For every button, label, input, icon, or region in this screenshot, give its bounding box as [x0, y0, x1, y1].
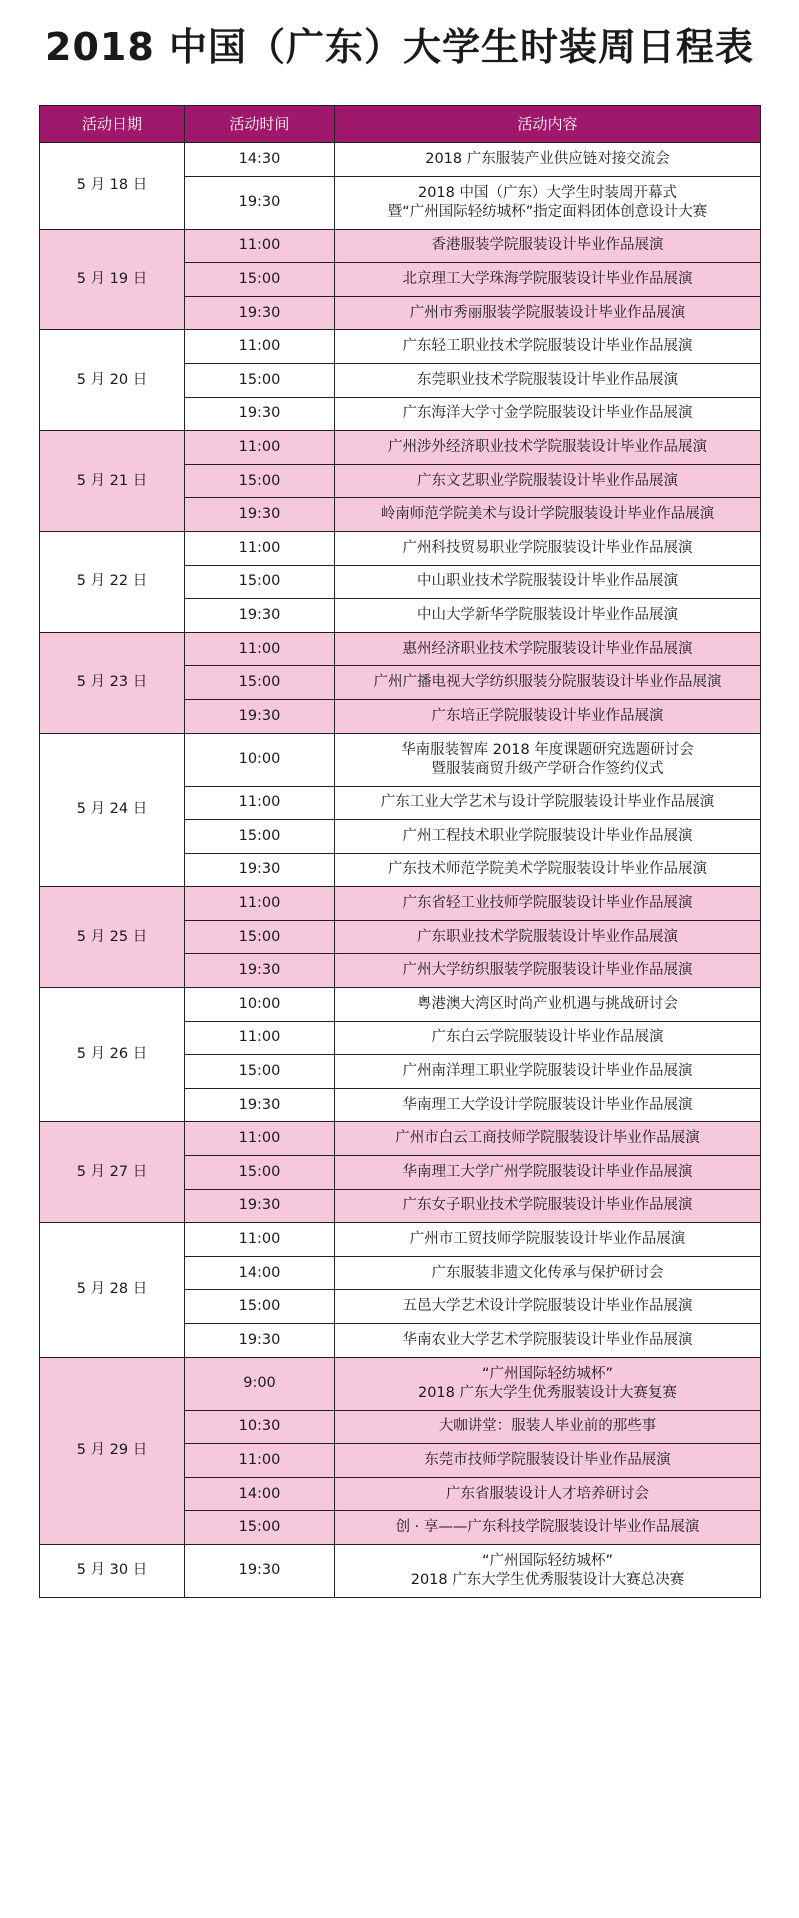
activity-line: 创 · 享——广东科技学院服装设计毕业作品展演 [395, 1519, 700, 1536]
activity-line: “广州国际轻纺城杯” [481, 1552, 614, 1569]
time-cell: 19:30 [185, 1088, 335, 1122]
activity-line: 广东女子职业技术学院服装设计毕业作品展演 [402, 1197, 693, 1214]
time-cell: 19:30 [185, 498, 335, 532]
activity-line: 大咖讲堂：服装人毕业前的那些事 [438, 1418, 657, 1435]
date-cell: 5 月 30 日 [40, 1544, 185, 1597]
time-cell: 15:00 [185, 1290, 335, 1324]
date-cell: 5 月 24 日 [40, 733, 185, 887]
time-cell: 19:30 [185, 176, 335, 229]
activity-line: 华南理工大学广州学院服装设计毕业作品展演 [402, 1163, 693, 1180]
activity-cell [335, 1223, 761, 1257]
time-cell: 10:00 [185, 733, 335, 786]
activity-line: 广东职业技术学院服装设计毕业作品展演 [417, 928, 678, 945]
activity-line: 北京理工大学珠海学院服装设计毕业作品展演 [402, 270, 693, 287]
activity-line: 华南理工大学设计学院服装设计毕业作品展演 [402, 1096, 693, 1113]
date-cell: 5 月 19 日 [40, 229, 185, 330]
schedule-body [40, 143, 761, 1598]
activity-line: 中山职业技术学院服装设计毕业作品展演 [417, 573, 678, 590]
time-cell: 15:00 [185, 565, 335, 599]
time-cell: 15:00 [185, 263, 335, 297]
time-cell: 11:00 [185, 1223, 335, 1257]
date-cell: 5 月 25 日 [40, 887, 185, 988]
activity-line: 粤港澳大湾区时尚产业机遇与挑战研讨会 [417, 995, 678, 1012]
time-cell: 11:00 [185, 1122, 335, 1156]
activity-cell [335, 1156, 761, 1190]
time-cell: 10:00 [185, 988, 335, 1022]
table-row [40, 229, 761, 263]
time-cell: 19:30 [185, 1189, 335, 1223]
time-cell: 11:00 [185, 330, 335, 364]
activity-cell [335, 1324, 761, 1358]
activity-line: 广东白云学院服装设计毕业作品展演 [431, 1029, 664, 1046]
time-cell: 15:00 [185, 920, 335, 954]
activity-cell [335, 531, 761, 565]
activity-line: 广州南洋理工职业学院服装设计毕业作品展演 [402, 1063, 693, 1080]
date-cell: 5 月 29 日 [40, 1357, 185, 1544]
activity-line: 广东海洋大学寸金学院服装设计毕业作品展演 [402, 405, 693, 422]
activity-cell [335, 1477, 761, 1511]
activity-cell [335, 1189, 761, 1223]
activity-line: 广州大学纺织服装学院服装设计毕业作品展演 [402, 962, 693, 979]
activity-cell [335, 143, 761, 177]
activity-cell [335, 820, 761, 854]
activity-line: 广东技术师范学院美术学院服装设计毕业作品展演 [388, 861, 707, 878]
activity-line: 东莞职业技术学院服装设计毕业作品展演 [417, 371, 678, 388]
table-row [40, 1544, 761, 1597]
activity-line: 中山大学新华学院服装设计毕业作品展演 [417, 606, 678, 623]
activity-cell [335, 363, 761, 397]
activity-line: 广东文艺职业学院服装设计毕业作品展演 [417, 472, 678, 489]
time-cell: 19:30 [185, 1324, 335, 1358]
activity-line: 广东培正学院服装设计毕业作品展演 [431, 707, 664, 724]
header-activity: 活动内容 [335, 106, 761, 143]
activity-cell [335, 565, 761, 599]
activity-line: 2018 广东大学生优秀服装设计大赛复赛 [417, 1384, 677, 1401]
time-cell: 19:30 [185, 397, 335, 431]
time-cell: 14:30 [185, 143, 335, 177]
time-cell: 15:00 [185, 1511, 335, 1545]
time-cell: 19:30 [185, 599, 335, 633]
activity-cell [335, 296, 761, 330]
time-cell: 19:30 [185, 1544, 335, 1597]
activity-cell [335, 599, 761, 633]
activity-line: 暨“广州国际轻纺城杯”指定面料团体创意设计大赛 [387, 203, 708, 220]
activity-line: 广东轻工职业技术学院服装设计毕业作品展演 [402, 338, 693, 355]
activity-line: 2018 广东服装产业供应链对接交流会 [425, 150, 670, 167]
activity-line: 五邑大学艺术设计学院服装设计毕业作品展演 [402, 1298, 693, 1315]
table-row [40, 733, 761, 786]
activity-line: 惠州经济职业技术学院服装设计毕业作品展演 [402, 640, 693, 657]
activity-line: 暨服装商贸升级产学研合作签约仪式 [431, 760, 664, 777]
time-cell: 11:00 [185, 1444, 335, 1478]
header-row [40, 106, 761, 143]
table-row [40, 632, 761, 666]
activity-cell [335, 632, 761, 666]
activity-cell [335, 1410, 761, 1444]
activity-cell [335, 786, 761, 820]
header-time: 活动时间 [185, 106, 335, 143]
activity-cell [335, 176, 761, 229]
date-cell: 5 月 27 日 [40, 1122, 185, 1223]
table-row [40, 1357, 761, 1410]
activity-cell [335, 1122, 761, 1156]
time-cell: 15:00 [185, 666, 335, 700]
time-cell: 19:30 [185, 296, 335, 330]
activity-cell [335, 1444, 761, 1478]
activity-cell [335, 397, 761, 431]
activity-line: 香港服装学院服装设计毕业作品展演 [431, 237, 664, 254]
time-cell: 11:00 [185, 1021, 335, 1055]
activity-line: 广州涉外经济职业技术学院服装设计毕业作品展演 [388, 438, 707, 455]
time-cell: 14:00 [185, 1256, 335, 1290]
date-cell: 5 月 21 日 [40, 431, 185, 532]
activity-line: 2018 广东大学生优秀服装设计大赛总决赛 [410, 1571, 685, 1588]
date-cell: 5 月 26 日 [40, 988, 185, 1122]
time-cell: 15:00 [185, 820, 335, 854]
date-cell: 5 月 22 日 [40, 531, 185, 632]
activity-cell [335, 498, 761, 532]
activity-cell [335, 263, 761, 297]
activity-cell [335, 1357, 761, 1410]
table-row [40, 143, 761, 177]
activity-cell [335, 1511, 761, 1545]
date-cell: 5 月 28 日 [40, 1223, 185, 1357]
time-cell: 11:00 [185, 431, 335, 465]
time-cell: 11:00 [185, 531, 335, 565]
schedule-table [39, 105, 761, 1598]
activity-cell [335, 920, 761, 954]
activity-line: 广东服装非遗文化传承与保护研讨会 [431, 1264, 664, 1281]
activity-cell [335, 431, 761, 465]
activity-line: “广州国际轻纺城杯” [481, 1365, 614, 1382]
activity-line: 广东省轻工业技师学院服装设计毕业作品展演 [402, 895, 693, 912]
time-cell: 15:00 [185, 464, 335, 498]
activity-line: 广州广播电视大学纺织服装分院服装设计毕业作品展演 [373, 674, 722, 691]
time-cell: 11:00 [185, 786, 335, 820]
activity-line: 广东省服装设计人才培养研讨会 [446, 1485, 649, 1502]
activity-cell [335, 330, 761, 364]
header-date: 活动日期 [40, 106, 185, 143]
time-cell: 19:30 [185, 954, 335, 988]
table-row [40, 988, 761, 1022]
activity-line: 岭南师范学院美术与设计学院服装设计毕业作品展演 [380, 506, 715, 523]
time-cell: 11:00 [185, 632, 335, 666]
date-cell: 5 月 18 日 [40, 143, 185, 230]
table-row [40, 330, 761, 364]
time-cell: 19:30 [185, 853, 335, 887]
activity-cell [335, 1088, 761, 1122]
activity-line: 广州工程技术职业学院服装设计毕业作品展演 [402, 827, 693, 844]
activity-cell [335, 666, 761, 700]
activity-cell [335, 1544, 761, 1597]
activity-cell [335, 229, 761, 263]
time-cell: 11:00 [185, 887, 335, 921]
time-cell: 15:00 [185, 1055, 335, 1089]
activity-cell [335, 1021, 761, 1055]
table-row [40, 887, 761, 921]
activity-line: 广州科技贸易职业学院服装设计毕业作品展演 [402, 539, 693, 556]
time-cell: 15:00 [185, 1156, 335, 1190]
activity-line: 广州市白云工商技师学院服装设计毕业作品展演 [395, 1130, 700, 1147]
time-cell: 19:30 [185, 699, 335, 733]
table-row [40, 1122, 761, 1156]
activity-line: 广州市秀丽服装学院服装设计毕业作品展演 [409, 304, 686, 321]
activity-line: 广州市工贸技师学院服装设计毕业作品展演 [409, 1231, 686, 1248]
activity-cell [335, 1256, 761, 1290]
activity-line: 华南农业大学艺术学院服装设计毕业作品展演 [402, 1331, 693, 1348]
time-cell: 9:00 [185, 1357, 335, 1410]
activity-cell [335, 954, 761, 988]
activity-cell [335, 988, 761, 1022]
activity-cell [335, 1055, 761, 1089]
time-cell: 15:00 [185, 363, 335, 397]
activity-line: 2018 中国（广东）大学生时装周开幕式 [417, 184, 677, 201]
table-row [40, 1223, 761, 1257]
table-row [40, 431, 761, 465]
activity-cell [335, 733, 761, 786]
activity-line: 华南服装智库 2018 年度课题研究选题研讨会 [401, 741, 694, 758]
time-cell: 14:00 [185, 1477, 335, 1511]
date-cell: 5 月 23 日 [40, 632, 185, 733]
table-row [40, 531, 761, 565]
activity-cell [335, 1290, 761, 1324]
time-cell: 10:30 [185, 1410, 335, 1444]
date-cell: 5 月 20 日 [40, 330, 185, 431]
activity-cell [335, 699, 761, 733]
activity-line: 东莞市技师学院服装设计毕业作品展演 [424, 1451, 671, 1468]
activity-cell [335, 887, 761, 921]
page-title: 2018 中国（广东）大学生时装周日程表 [45, 25, 754, 69]
activity-cell [335, 853, 761, 887]
time-cell: 11:00 [185, 229, 335, 263]
activity-line: 广东工业大学艺术与设计学院服装设计毕业作品展演 [380, 794, 715, 811]
activity-cell [335, 464, 761, 498]
